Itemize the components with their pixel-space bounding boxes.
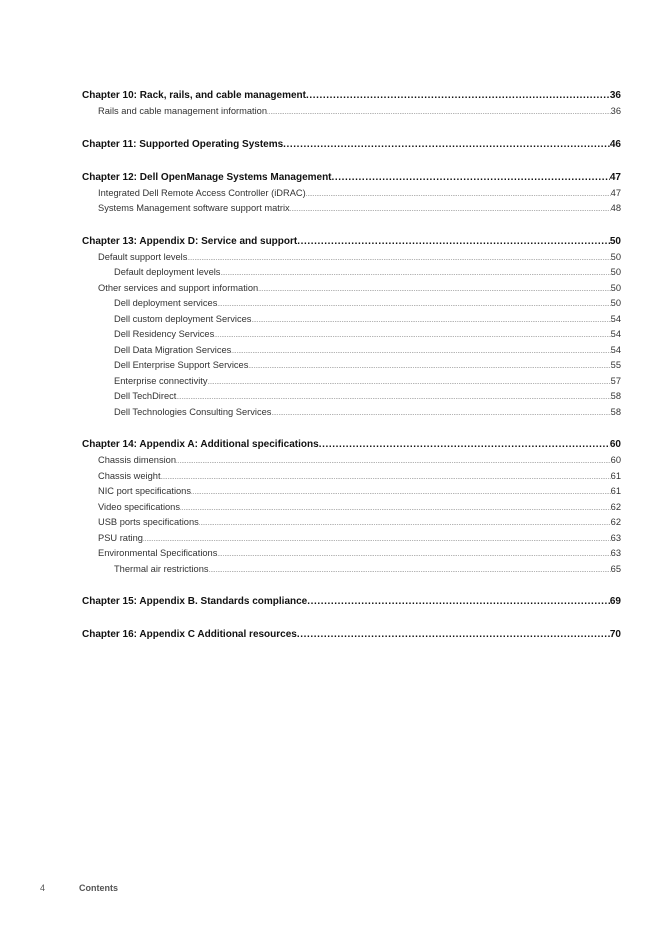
leader-dots (307, 594, 610, 610)
toc-page-number: 50 (610, 251, 621, 262)
toc-chapter-title: Chapter 11: Supported Operating Systems (82, 138, 284, 150)
toc-chapter-row[interactable] (82, 594, 621, 610)
toc-page-number: 54 (610, 313, 621, 324)
toc-chapter-row[interactable] (82, 234, 621, 250)
toc-entry-row[interactable] (82, 500, 621, 516)
toc-page-number: 47 (609, 171, 621, 183)
toc-entry-title: Chassis dimension (98, 455, 177, 465)
toc-entry-title: Default support levels (98, 251, 188, 262)
chapter-block (82, 627, 621, 643)
toc-page-number: 47 (610, 187, 621, 198)
toc-chapter-row[interactable] (82, 627, 621, 643)
toc-page-number: 57 (610, 375, 621, 386)
toc-chapter-title: Chapter 15: Appendix B. Standards compliance (82, 596, 308, 607)
leader-dots (187, 252, 610, 266)
chapter-block (82, 594, 621, 610)
toc-entry-row[interactable] (82, 358, 621, 374)
leader-dots (143, 533, 611, 547)
toc-entry-title: Rails and cable management information (98, 106, 267, 116)
toc-entry-row[interactable] (82, 265, 621, 281)
toc-page-number: 69 (609, 596, 621, 607)
toc-entry-title: NIC port specifications (98, 486, 192, 496)
toc-page-number: 63 (610, 532, 621, 543)
toc-entry-title: Video specifications (98, 501, 181, 512)
toc-chapter-row[interactable] (82, 137, 621, 153)
table-of-contents (82, 88, 621, 660)
toc-page-number: 36 (609, 90, 621, 101)
toc-entry-row[interactable] (82, 281, 621, 297)
toc-entry-row[interactable] (82, 312, 621, 328)
chapter-block (82, 170, 621, 217)
toc-entry-row[interactable] (82, 250, 621, 266)
chapter-block (82, 137, 621, 153)
leader-dots (209, 564, 611, 578)
toc-entry-row[interactable] (82, 531, 621, 547)
toc-entry-row[interactable] (82, 343, 621, 359)
toc-entry-title: Thermal air restrictions (114, 563, 209, 574)
toc-entry-row[interactable] (82, 327, 621, 343)
toc-page-number: 58 (610, 391, 621, 401)
toc-entry-title: Environmental Specifications (98, 548, 218, 558)
toc-entry-row[interactable] (82, 469, 621, 485)
leader-dots (248, 360, 610, 374)
toc-page-number: 48 (610, 203, 621, 213)
leader-dots (217, 298, 610, 312)
leader-dots (176, 391, 610, 405)
toc-entry-title: Dell Enterprise Support Services (114, 360, 249, 370)
leader-dots (199, 517, 611, 531)
toc-chapter-title: Chapter 12: Dell OpenManage Systems Management (82, 171, 332, 183)
toc-page-number: 55 (610, 360, 621, 370)
chapter-block (82, 234, 621, 421)
chapter-block (82, 88, 621, 120)
toc-entry-row[interactable] (82, 515, 621, 531)
toc-entry-title: Dell Residency Services (114, 329, 215, 339)
footer-page-number: 4 (40, 883, 46, 893)
toc-page-number: 50 (609, 235, 621, 247)
leader-dots (297, 627, 610, 643)
toc-entry-row[interactable] (82, 389, 621, 405)
toc-page-number: 50 (610, 282, 621, 293)
toc-chapter-title: Chapter 10: Rack, rails, and cable management (82, 90, 306, 101)
toc-entry-title: Enterprise connectivity (114, 375, 208, 386)
toc-entry-title: Dell TechDirect (114, 391, 177, 401)
toc-entry-title: PSU rating (98, 532, 143, 543)
toc-entry-row[interactable] (82, 562, 621, 578)
leader-dots (319, 437, 610, 453)
toc-entry-row[interactable] (82, 186, 621, 202)
page-footer (40, 883, 118, 893)
toc-page-number: 62 (610, 517, 621, 527)
toc-page-number: 61 (610, 470, 621, 481)
toc-entry-title: Dell Data Migration Services (114, 344, 232, 355)
toc-page-number: 61 (610, 486, 621, 496)
toc-entry-row[interactable] (82, 104, 621, 120)
leader-dots (214, 329, 610, 343)
toc-page-number: 46 (609, 138, 621, 150)
toc-entry-title: Dell custom deployment Services (114, 313, 252, 324)
toc-page-number: 50 (610, 298, 621, 308)
leader-dots (208, 376, 611, 390)
leader-dots (283, 137, 610, 153)
toc-entry-row[interactable] (82, 453, 621, 469)
toc-chapter-title: Chapter 14: Appendix A: Additional specifications (82, 439, 319, 450)
leader-dots (306, 88, 610, 104)
toc-page-number: 65 (610, 563, 621, 574)
leader-dots (306, 188, 611, 202)
toc-entry-title: USB ports specifications (98, 517, 199, 527)
toc-page-number: 63 (610, 548, 621, 558)
leader-dots (176, 455, 611, 469)
leader-dots (180, 502, 611, 516)
leader-dots (220, 267, 610, 281)
toc-page-number: 54 (610, 344, 621, 355)
leader-dots (217, 548, 610, 562)
leader-dots (297, 234, 610, 250)
toc-page-number: 36 (610, 106, 621, 116)
chapter-block (82, 437, 621, 577)
toc-chapter-row[interactable] (82, 88, 621, 104)
toc-chapter-title: Chapter 16: Appendix C Additional resources (82, 629, 297, 640)
toc-page-number: 70 (609, 629, 621, 640)
toc-entry-title: Dell deployment services (114, 298, 218, 308)
leader-dots (231, 345, 610, 359)
toc-entry-title: Systems Management software support matrix (98, 203, 290, 213)
toc-page-number: 58 (610, 406, 621, 417)
toc-entry-row[interactable] (82, 201, 621, 217)
toc-entry-title: Dell Technologies Consulting Services (114, 406, 272, 417)
toc-entry-title: Other services and support information (98, 282, 259, 293)
toc-entry-title: Chassis weight (98, 470, 161, 481)
toc-entry-row[interactable] (82, 546, 621, 562)
leader-dots (191, 486, 611, 500)
leader-dots (161, 471, 611, 485)
leader-dots (251, 314, 610, 328)
toc-page-number: 60 (610, 455, 621, 465)
toc-entry-row[interactable] (82, 405, 621, 421)
toc-page-number: 60 (609, 439, 621, 450)
toc-page-number: 54 (610, 329, 621, 339)
toc-page-number: 62 (610, 501, 621, 512)
toc-page-number: 50 (610, 267, 621, 277)
toc-chapter-row[interactable] (82, 170, 621, 186)
toc-chapter-title: Chapter 13: Appendix D: Service and support (82, 235, 298, 247)
toc-entry-row[interactable] (82, 374, 621, 390)
leader-dots (267, 106, 611, 120)
toc-chapter-row[interactable] (82, 437, 621, 453)
toc-entry-row[interactable] (82, 484, 621, 500)
footer-section-label: Contents (79, 883, 118, 893)
leader-dots (258, 283, 610, 297)
leader-dots (271, 407, 610, 421)
toc-entry-title: Integrated Dell Remote Access Controller (iDRAC) (98, 187, 306, 198)
leader-dots (332, 170, 610, 186)
toc-entry-row[interactable] (82, 296, 621, 312)
leader-dots (290, 203, 611, 217)
toc-entry-title: Default deployment levels (114, 267, 221, 277)
